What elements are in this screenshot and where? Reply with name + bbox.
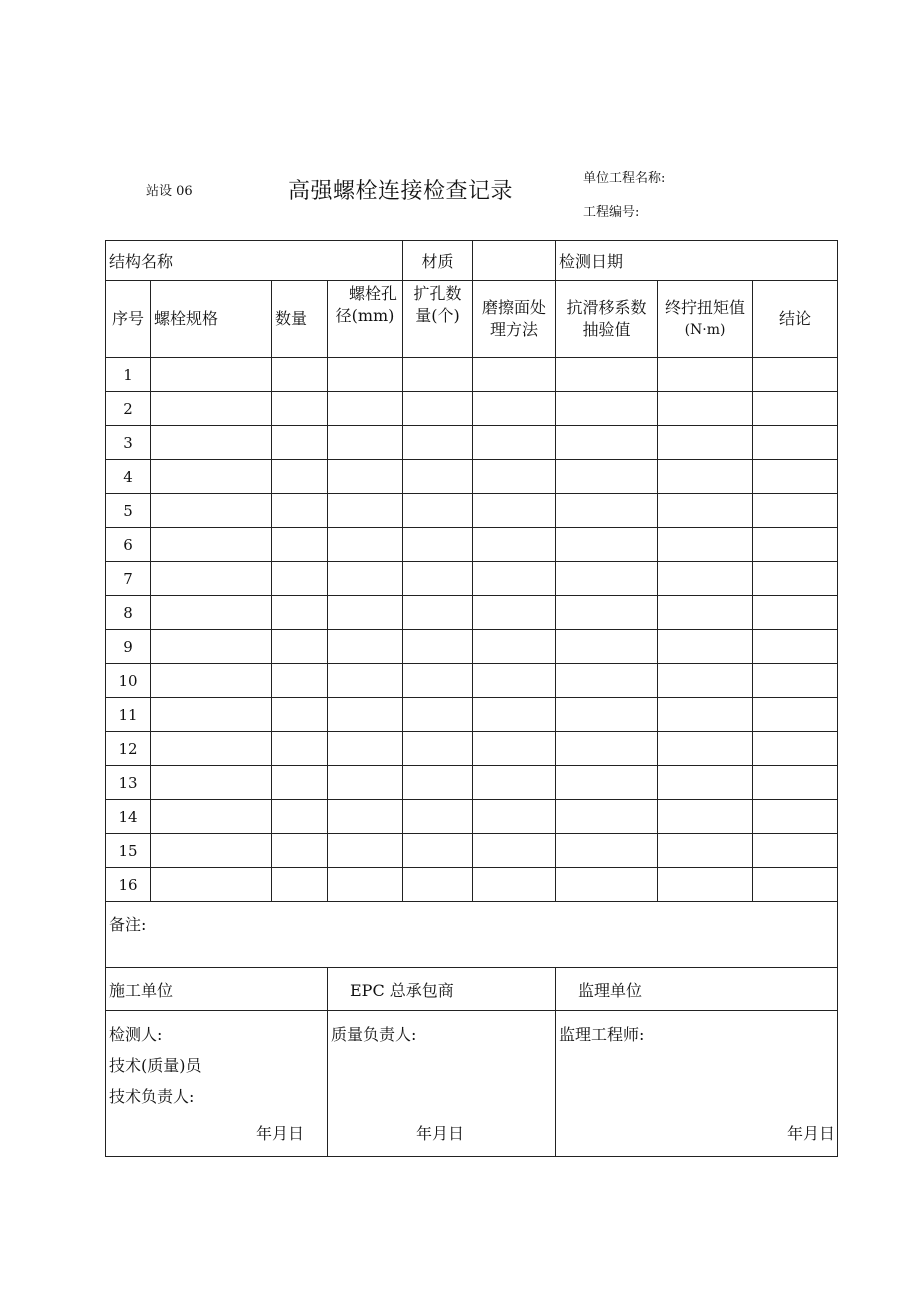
table-cell[interactable] bbox=[272, 868, 328, 902]
table-cell[interactable] bbox=[753, 562, 838, 596]
table-cell[interactable] bbox=[556, 358, 658, 392]
table-cell[interactable] bbox=[328, 392, 403, 426]
col-bolt-spec-header: 螺栓规格 bbox=[151, 281, 272, 358]
table-cell[interactable] bbox=[328, 868, 403, 902]
table-cell[interactable] bbox=[403, 528, 473, 562]
table-cell[interactable] bbox=[328, 664, 403, 698]
table-cell[interactable] bbox=[328, 426, 403, 460]
info-row bbox=[106, 241, 838, 281]
table-row bbox=[106, 834, 838, 868]
table-cell[interactable] bbox=[753, 732, 838, 766]
table-cell[interactable] bbox=[658, 392, 753, 426]
table-cell[interactable] bbox=[658, 698, 753, 732]
table-cell[interactable] bbox=[272, 596, 328, 630]
table-cell[interactable] bbox=[403, 868, 473, 902]
table-cell[interactable] bbox=[658, 528, 753, 562]
supervision-signature-cell[interactable] bbox=[556, 1011, 838, 1157]
table-cell[interactable] bbox=[151, 494, 272, 528]
row-number: 1 bbox=[106, 358, 151, 392]
table-cell[interactable] bbox=[272, 732, 328, 766]
table-cell[interactable] bbox=[151, 630, 272, 664]
col-bolt-hole-header bbox=[328, 281, 403, 358]
table-cell[interactable] bbox=[272, 528, 328, 562]
tech-quality-label: 技术(质量)员 bbox=[109, 1056, 202, 1075]
table-cell[interactable] bbox=[753, 494, 838, 528]
table-cell[interactable] bbox=[473, 392, 556, 426]
table-cell[interactable] bbox=[328, 596, 403, 630]
col-quantity-header: 数量 bbox=[272, 281, 328, 358]
table-row bbox=[106, 698, 838, 732]
quality-lead-label: 质量负责人: bbox=[331, 1025, 417, 1044]
table-cell[interactable] bbox=[658, 460, 753, 494]
table-cell[interactable] bbox=[473, 868, 556, 902]
tech-lead-label: 技术负责人: bbox=[109, 1087, 195, 1106]
table-cell[interactable] bbox=[328, 766, 403, 800]
row-number: 5 bbox=[106, 494, 151, 528]
table-cell[interactable] bbox=[556, 596, 658, 630]
table-cell[interactable] bbox=[272, 834, 328, 868]
table-cell[interactable] bbox=[658, 800, 753, 834]
table-row bbox=[106, 766, 838, 800]
supervision-date-label: 年月日 bbox=[787, 1124, 836, 1143]
table-row bbox=[106, 800, 838, 834]
table-row bbox=[106, 732, 838, 766]
table-cell[interactable] bbox=[272, 494, 328, 528]
table-cell[interactable] bbox=[151, 426, 272, 460]
table-cell[interactable] bbox=[403, 562, 473, 596]
table-cell[interactable] bbox=[272, 460, 328, 494]
table-cell[interactable] bbox=[658, 868, 753, 902]
table-cell[interactable] bbox=[658, 766, 753, 800]
inspection-table bbox=[105, 240, 838, 1157]
table-cell[interactable] bbox=[556, 800, 658, 834]
table-cell[interactable] bbox=[272, 358, 328, 392]
table-cell[interactable] bbox=[473, 596, 556, 630]
table-cell[interactable] bbox=[556, 562, 658, 596]
table-cell[interactable] bbox=[658, 358, 753, 392]
table-cell[interactable] bbox=[328, 800, 403, 834]
table-cell[interactable] bbox=[272, 562, 328, 596]
table-cell[interactable] bbox=[328, 630, 403, 664]
table-cell[interactable] bbox=[473, 698, 556, 732]
table-cell[interactable] bbox=[556, 766, 658, 800]
table-cell[interactable] bbox=[753, 596, 838, 630]
table-cell[interactable] bbox=[403, 630, 473, 664]
table-cell[interactable] bbox=[403, 664, 473, 698]
table-cell[interactable] bbox=[272, 698, 328, 732]
table-row bbox=[106, 494, 838, 528]
remarks-cell[interactable] bbox=[106, 902, 838, 968]
table-cell[interactable] bbox=[272, 800, 328, 834]
table-cell[interactable] bbox=[403, 800, 473, 834]
col-reamed-line2: 量(个) bbox=[415, 306, 460, 325]
table-cell[interactable] bbox=[753, 664, 838, 698]
table-row bbox=[106, 528, 838, 562]
table-cell[interactable] bbox=[151, 562, 272, 596]
table-cell[interactable] bbox=[753, 698, 838, 732]
table-row bbox=[106, 630, 838, 664]
table-cell[interactable] bbox=[272, 766, 328, 800]
table-cell[interactable] bbox=[658, 664, 753, 698]
col-reamed-line1: 扩孔数 bbox=[413, 284, 462, 303]
table-cell[interactable] bbox=[753, 766, 838, 800]
col-conclusion-header: 结论 bbox=[753, 281, 838, 358]
table-cell[interactable] bbox=[403, 494, 473, 528]
row-number: 16 bbox=[106, 868, 151, 902]
table-cell[interactable] bbox=[328, 562, 403, 596]
table-cell[interactable] bbox=[658, 596, 753, 630]
table-cell[interactable] bbox=[151, 528, 272, 562]
row-number: 12 bbox=[106, 732, 151, 766]
table-cell[interactable] bbox=[753, 800, 838, 834]
table-cell[interactable] bbox=[403, 460, 473, 494]
table-cell[interactable] bbox=[658, 426, 753, 460]
table-cell[interactable] bbox=[272, 630, 328, 664]
row-number: 11 bbox=[106, 698, 151, 732]
col-friction-line1: 磨擦面处 bbox=[482, 298, 547, 317]
construction-signature-cell[interactable] bbox=[106, 1011, 328, 1157]
col-slip-line1: 抗滑移系数 bbox=[566, 298, 647, 317]
table-cell[interactable] bbox=[328, 358, 403, 392]
remarks-label: 备注: bbox=[109, 915, 147, 934]
supervisor-label: 监理工程师: bbox=[559, 1025, 645, 1044]
structure-name-label: 结构名称 bbox=[109, 252, 174, 271]
table-cell[interactable] bbox=[403, 698, 473, 732]
table-cell[interactable] bbox=[753, 426, 838, 460]
table-cell[interactable] bbox=[328, 834, 403, 868]
row-number: 10 bbox=[106, 664, 151, 698]
table-cell[interactable] bbox=[753, 358, 838, 392]
document-code: 站设 06 bbox=[146, 184, 193, 199]
table-cell[interactable] bbox=[151, 868, 272, 902]
table-cell[interactable] bbox=[403, 766, 473, 800]
table-cell[interactable] bbox=[403, 392, 473, 426]
row-number: 14 bbox=[106, 800, 151, 834]
table-row bbox=[106, 460, 838, 494]
col-reamed-header bbox=[403, 281, 473, 358]
table-cell[interactable] bbox=[272, 664, 328, 698]
table-cell[interactable] bbox=[753, 460, 838, 494]
table-row bbox=[106, 392, 838, 426]
table-cell[interactable] bbox=[753, 392, 838, 426]
table-row bbox=[106, 358, 838, 392]
row-number: 6 bbox=[106, 528, 151, 562]
table-cell[interactable] bbox=[151, 834, 272, 868]
table-cell[interactable] bbox=[473, 766, 556, 800]
table-cell[interactable] bbox=[753, 528, 838, 562]
material-value-cell[interactable] bbox=[473, 241, 556, 281]
table-cell[interactable] bbox=[753, 834, 838, 868]
row-number: 13 bbox=[106, 766, 151, 800]
project-name-label: 单位工程名称: bbox=[583, 171, 666, 186]
table-cell[interactable] bbox=[556, 868, 658, 902]
table-cell[interactable] bbox=[151, 800, 272, 834]
row-number: 7 bbox=[106, 562, 151, 596]
table-cell[interactable] bbox=[328, 460, 403, 494]
table-row bbox=[106, 426, 838, 460]
table-cell[interactable] bbox=[403, 834, 473, 868]
table-cell[interactable] bbox=[473, 630, 556, 664]
table-cell[interactable] bbox=[272, 426, 328, 460]
table-cell[interactable] bbox=[403, 596, 473, 630]
col-torque-line2: (N·m) bbox=[684, 322, 726, 338]
table-cell[interactable] bbox=[151, 596, 272, 630]
table-cell[interactable] bbox=[151, 460, 272, 494]
table-cell[interactable] bbox=[151, 766, 272, 800]
signature-row bbox=[106, 1011, 838, 1157]
table-cell[interactable] bbox=[328, 698, 403, 732]
construction-date-label: 年月日 bbox=[256, 1124, 305, 1143]
table-cell[interactable] bbox=[556, 630, 658, 664]
row-number: 15 bbox=[106, 834, 151, 868]
epc-date-label: 年月日 bbox=[416, 1124, 465, 1143]
table-cell[interactable] bbox=[403, 358, 473, 392]
table-cell[interactable] bbox=[556, 460, 658, 494]
table-cell[interactable] bbox=[556, 834, 658, 868]
column-header-row bbox=[106, 281, 838, 358]
table-cell[interactable] bbox=[658, 732, 753, 766]
table-cell[interactable] bbox=[658, 834, 753, 868]
table-cell[interactable] bbox=[151, 698, 272, 732]
table-cell[interactable] bbox=[151, 664, 272, 698]
test-date-cell[interactable] bbox=[556, 241, 838, 281]
table-cell[interactable] bbox=[473, 426, 556, 460]
table-cell[interactable] bbox=[658, 494, 753, 528]
table-cell[interactable] bbox=[473, 834, 556, 868]
row-number: 4 bbox=[106, 460, 151, 494]
epc-contractor-label: EPC 总承包商 bbox=[328, 968, 556, 1011]
units-row bbox=[106, 968, 838, 1011]
row-number: 8 bbox=[106, 596, 151, 630]
supervision-unit-label: 监理单位 bbox=[556, 968, 838, 1011]
table-cell[interactable] bbox=[473, 732, 556, 766]
table-row bbox=[106, 868, 838, 902]
col-bolt-hole-line1: 螺栓孔 bbox=[349, 284, 398, 303]
row-number: 9 bbox=[106, 630, 151, 664]
table-cell[interactable] bbox=[473, 562, 556, 596]
table-cell[interactable] bbox=[556, 528, 658, 562]
inspector-label: 检测人: bbox=[109, 1025, 163, 1044]
page-title: 高强螺栓连接检查记录 bbox=[288, 179, 514, 204]
table-cell[interactable] bbox=[753, 630, 838, 664]
row-number: 3 bbox=[106, 426, 151, 460]
construction-unit-label: 施工单位 bbox=[106, 968, 328, 1011]
col-slip-header bbox=[556, 281, 658, 358]
table-cell[interactable] bbox=[328, 494, 403, 528]
table-cell[interactable] bbox=[473, 664, 556, 698]
col-torque-line1: 终拧扭矩值 bbox=[665, 298, 746, 317]
table-cell[interactable] bbox=[556, 698, 658, 732]
table-cell[interactable] bbox=[753, 868, 838, 902]
test-date-label: 检测日期 bbox=[559, 252, 624, 271]
col-friction-line2: 理方法 bbox=[490, 320, 539, 339]
col-slip-line2: 抽验值 bbox=[582, 320, 631, 339]
table-cell[interactable] bbox=[473, 528, 556, 562]
table-cell[interactable] bbox=[403, 732, 473, 766]
table-cell[interactable] bbox=[658, 562, 753, 596]
col-friction-header bbox=[473, 281, 556, 358]
remarks-row bbox=[106, 902, 838, 968]
table-row bbox=[106, 664, 838, 698]
table-cell[interactable] bbox=[556, 392, 658, 426]
table-cell[interactable] bbox=[556, 426, 658, 460]
table-cell[interactable] bbox=[556, 732, 658, 766]
table-cell[interactable] bbox=[403, 426, 473, 460]
table-cell[interactable] bbox=[328, 528, 403, 562]
table-cell[interactable] bbox=[151, 392, 272, 426]
table-cell[interactable] bbox=[473, 358, 556, 392]
col-torque-header bbox=[658, 281, 753, 358]
table-row bbox=[106, 596, 838, 630]
data-rows bbox=[106, 358, 838, 902]
table-cell[interactable] bbox=[151, 732, 272, 766]
structure-name-cell[interactable] bbox=[106, 241, 403, 281]
project-number-label: 工程编号: bbox=[583, 205, 640, 220]
table-cell[interactable] bbox=[328, 732, 403, 766]
table-cell[interactable] bbox=[272, 392, 328, 426]
table-cell[interactable] bbox=[556, 664, 658, 698]
row-number: 2 bbox=[106, 392, 151, 426]
table-cell[interactable] bbox=[473, 460, 556, 494]
epc-signature-cell[interactable] bbox=[328, 1011, 556, 1157]
col-bolt-hole-line2: 径(mm) bbox=[335, 306, 395, 325]
table-row bbox=[106, 562, 838, 596]
table-cell[interactable] bbox=[151, 358, 272, 392]
material-label: 材质 bbox=[403, 241, 473, 281]
table-cell[interactable] bbox=[556, 494, 658, 528]
col-seq-header: 序号 bbox=[106, 281, 151, 358]
table-cell[interactable] bbox=[473, 494, 556, 528]
table-cell[interactable] bbox=[473, 800, 556, 834]
table-cell[interactable] bbox=[658, 630, 753, 664]
